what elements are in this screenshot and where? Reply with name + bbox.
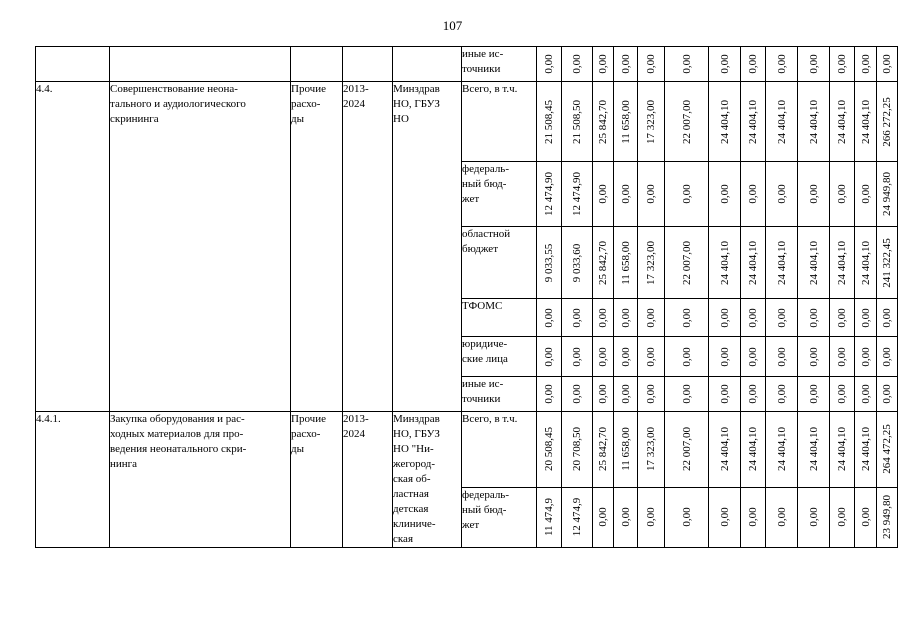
- value-cell: [830, 337, 855, 377]
- value-cell: [709, 412, 741, 488]
- amount-value: 0,00: [680, 307, 693, 328]
- amount-value: 0,00: [859, 307, 872, 328]
- value-cell: [665, 162, 709, 227]
- value-cell: [593, 412, 614, 488]
- amount-value: 22 007,00: [680, 99, 693, 144]
- table-row: [36, 412, 898, 488]
- amount-value: 0,00: [619, 384, 632, 404]
- amount-value: 0,00: [597, 184, 609, 204]
- amount-value: 0,00: [619, 54, 632, 74]
- amount-value: 0,00: [747, 346, 759, 367]
- value-cell: [709, 377, 741, 412]
- amount-value: 24 404,10: [775, 427, 788, 472]
- amount-value: 12 474,90: [571, 172, 583, 216]
- amount-value: 24 404,10: [859, 240, 872, 285]
- amount-value: 0,00: [775, 346, 788, 367]
- value-cell: [593, 299, 614, 337]
- value-cell: [877, 82, 898, 162]
- value-cell: [709, 162, 741, 227]
- value-cell: [766, 162, 798, 227]
- value-cell: [766, 337, 798, 377]
- amount-value: 0,00: [747, 507, 759, 527]
- amount-value: 0,00: [718, 507, 731, 527]
- amount-value: 24 404,10: [807, 99, 820, 144]
- value-cell: [855, 337, 877, 377]
- amount-value: 20 708,50: [571, 427, 583, 472]
- amount-value: 11 658,00: [619, 427, 632, 472]
- amount-value: 0,00: [645, 346, 657, 367]
- value-cell: [593, 227, 614, 299]
- value-cell: [855, 82, 877, 162]
- value-cell: [709, 487, 741, 547]
- funding-source-cell: Всего, в т.ч.: [462, 82, 537, 162]
- funding-source-cell: иные ис- точники: [462, 47, 537, 82]
- amount-value: 0,00: [859, 384, 872, 404]
- value-cell: [638, 227, 665, 299]
- value-cell: [709, 82, 741, 162]
- amount-value: 0,00: [645, 384, 657, 404]
- value-cell: [709, 227, 741, 299]
- period-cell: 2013- 2024: [343, 82, 393, 412]
- value-cell: [741, 47, 766, 82]
- amount-value: 264 472,25: [881, 424, 893, 475]
- funding-source-cell: Всего, в т.ч.: [462, 412, 537, 488]
- item-name-cell: [110, 47, 291, 82]
- amount-value: 0,00: [543, 384, 555, 404]
- amount-value: 24 404,10: [718, 240, 731, 285]
- amount-value: 0,00: [775, 507, 788, 527]
- value-cell: [741, 299, 766, 337]
- value-cell: [562, 299, 593, 337]
- value-cell: [593, 377, 614, 412]
- amount-value: 0,00: [645, 54, 657, 74]
- value-cell: [593, 487, 614, 547]
- value-cell: [614, 487, 638, 547]
- amount-value: 0,00: [571, 384, 583, 404]
- amount-value: 0,00: [859, 54, 872, 74]
- amount-value: 0,00: [775, 184, 788, 204]
- amount-value: 0,00: [859, 346, 872, 367]
- amount-value: 24 404,10: [859, 99, 872, 144]
- value-cell: [877, 299, 898, 337]
- amount-value: 0,00: [718, 346, 731, 367]
- value-cell: [537, 47, 562, 82]
- value-cell: [665, 337, 709, 377]
- amount-value: 0,00: [619, 307, 632, 328]
- value-cell: [830, 299, 855, 337]
- amount-value: 17 323,00: [645, 427, 657, 472]
- amount-value: 0,00: [836, 54, 848, 74]
- amount-value: 12 474,9: [571, 498, 583, 537]
- amount-value: 0,00: [881, 307, 893, 328]
- value-cell: [562, 487, 593, 547]
- item-id-cell: [36, 47, 110, 82]
- value-cell: [798, 162, 830, 227]
- amount-value: 24 404,10: [859, 427, 872, 472]
- value-cell: [665, 377, 709, 412]
- amount-value: 0,00: [836, 307, 848, 328]
- value-cell: [665, 47, 709, 82]
- amount-value: 0,00: [680, 384, 693, 404]
- table-body: [36, 47, 898, 548]
- value-cell: [855, 227, 877, 299]
- amount-value: 0,00: [836, 346, 848, 367]
- amount-value: 0,00: [718, 54, 731, 74]
- amount-value: 24 404,10: [718, 99, 731, 144]
- value-cell: [741, 487, 766, 547]
- amount-value: 0,00: [775, 307, 788, 328]
- amount-value: 24 949,80: [881, 172, 893, 216]
- amount-value: 0,00: [645, 507, 657, 527]
- value-cell: [709, 337, 741, 377]
- value-cell: [709, 299, 741, 337]
- amount-value: 17 323,00: [645, 99, 657, 144]
- value-cell: [638, 82, 665, 162]
- amount-value: 0,00: [747, 307, 759, 328]
- value-cell: [877, 412, 898, 488]
- table-row: [36, 47, 898, 82]
- amount-value: 0,00: [859, 507, 872, 527]
- amount-value: 0,00: [807, 307, 820, 328]
- amount-value: 9 033,60: [571, 243, 583, 282]
- value-cell: [638, 377, 665, 412]
- value-cell: [537, 412, 562, 488]
- amount-value: 24 404,10: [775, 99, 788, 144]
- item-name-cell: Закупка оборудования и рас- ходных материалов для про- ведения неонатального скри- нинга: [110, 412, 291, 548]
- value-cell: [830, 47, 855, 82]
- value-cell: [798, 47, 830, 82]
- amount-value: 0,00: [571, 346, 583, 367]
- amount-value: 0,00: [571, 54, 583, 74]
- amount-value: 0,00: [619, 184, 632, 204]
- amount-value: 0,00: [543, 346, 555, 367]
- value-cell: [798, 227, 830, 299]
- value-cell: [741, 82, 766, 162]
- value-cell: [614, 299, 638, 337]
- amount-value: 0,00: [881, 346, 893, 367]
- amount-value: 0,00: [597, 54, 609, 74]
- amount-value: 0,00: [543, 54, 555, 74]
- value-cell: [562, 162, 593, 227]
- value-cell: [877, 337, 898, 377]
- expense-category-cell: [291, 47, 343, 82]
- value-cell: [614, 162, 638, 227]
- value-cell: [877, 377, 898, 412]
- value-cell: [537, 162, 562, 227]
- funding-source-cell: ТФОМС: [462, 299, 537, 337]
- value-cell: [593, 82, 614, 162]
- value-cell: [638, 47, 665, 82]
- amount-value: 0,00: [571, 307, 583, 328]
- value-cell: [798, 487, 830, 547]
- value-cell: [593, 47, 614, 82]
- value-cell: [562, 412, 593, 488]
- value-cell: [665, 82, 709, 162]
- amount-value: 22 007,00: [680, 427, 693, 472]
- budget-table: [35, 46, 898, 548]
- value-cell: [537, 82, 562, 162]
- amount-value: 0,00: [619, 507, 632, 527]
- amount-value: 11 658,00: [619, 99, 632, 144]
- amount-value: 0,00: [807, 384, 820, 404]
- executor-cell: Минздрав НО, ГБУЗ НО: [393, 82, 462, 412]
- amount-value: 0,00: [680, 54, 693, 74]
- amount-value: 25 842,70: [597, 240, 609, 285]
- amount-value: 11 474,9: [543, 498, 555, 537]
- amount-value: 0,00: [718, 384, 731, 404]
- value-cell: [855, 162, 877, 227]
- amount-value: 0,00: [747, 54, 759, 74]
- amount-value: 21 508,50: [571, 99, 583, 144]
- value-cell: [638, 412, 665, 488]
- value-cell: [798, 377, 830, 412]
- value-cell: [855, 47, 877, 82]
- amount-value: 12 474,90: [543, 172, 555, 216]
- amount-value: 0,00: [645, 307, 657, 328]
- value-cell: [665, 227, 709, 299]
- amount-value: 0,00: [836, 184, 848, 204]
- value-cell: [741, 377, 766, 412]
- amount-value: 0,00: [747, 184, 759, 204]
- amount-value: 0,00: [597, 507, 609, 527]
- value-cell: [877, 487, 898, 547]
- value-cell: [830, 377, 855, 412]
- period-cell: 2013- 2024: [343, 412, 393, 548]
- value-cell: [665, 299, 709, 337]
- value-cell: [665, 487, 709, 547]
- value-cell: [741, 227, 766, 299]
- amount-value: 0,00: [836, 384, 848, 404]
- amount-value: 24 404,10: [775, 240, 788, 285]
- value-cell: [537, 227, 562, 299]
- executor-cell: Минздрав НО, ГБУЗ НО "Ни- жегород- ская об- ластная детская клиниче- ская: [393, 412, 462, 548]
- amount-value: 24 404,10: [836, 427, 848, 472]
- value-cell: [537, 337, 562, 377]
- value-cell: [830, 227, 855, 299]
- value-cell: [562, 377, 593, 412]
- value-cell: [877, 47, 898, 82]
- funding-source-cell: федераль- ный бюд- жет: [462, 162, 537, 227]
- amount-value: 25 842,70: [597, 99, 609, 144]
- value-cell: [741, 337, 766, 377]
- amount-value: 0,00: [645, 184, 657, 204]
- value-cell: [593, 162, 614, 227]
- amount-value: 0,00: [775, 54, 788, 74]
- value-cell: [766, 487, 798, 547]
- value-cell: [766, 299, 798, 337]
- value-cell: [766, 227, 798, 299]
- expense-category-cell: Прочие расхо- ды: [291, 412, 343, 548]
- value-cell: [665, 412, 709, 488]
- value-cell: [537, 299, 562, 337]
- amount-value: 0,00: [543, 307, 555, 328]
- amount-value: 0,00: [747, 384, 759, 404]
- amount-value: 0,00: [775, 384, 788, 404]
- value-cell: [614, 82, 638, 162]
- value-cell: [830, 412, 855, 488]
- item-name-cell: Совершенствование неона- тального и аудиологического скрининга: [110, 82, 291, 412]
- value-cell: [614, 227, 638, 299]
- amount-value: 25 842,70: [597, 427, 609, 472]
- value-cell: [855, 412, 877, 488]
- table-row: [36, 82, 898, 162]
- amount-value: 24 404,10: [747, 99, 759, 144]
- value-cell: [830, 487, 855, 547]
- funding-source-cell: юридиче- ские лица: [462, 337, 537, 377]
- item-id-cell: 4.4.: [36, 82, 110, 412]
- amount-value: 0,00: [680, 184, 693, 204]
- value-cell: [562, 82, 593, 162]
- amount-value: 24 404,10: [807, 240, 820, 285]
- value-cell: [798, 82, 830, 162]
- value-cell: [798, 337, 830, 377]
- amount-value: 24 404,10: [747, 427, 759, 472]
- amount-value: 0,00: [619, 346, 632, 367]
- value-cell: [614, 377, 638, 412]
- amount-value: 0,00: [836, 507, 848, 527]
- value-cell: [830, 162, 855, 227]
- amount-value: 0,00: [597, 384, 609, 404]
- value-cell: [741, 162, 766, 227]
- amount-value: 0,00: [807, 184, 820, 204]
- amount-value: 0,00: [807, 54, 820, 74]
- funding-source-cell: областной бюджет: [462, 227, 537, 299]
- value-cell: [798, 412, 830, 488]
- amount-value: 24 404,10: [836, 99, 848, 144]
- value-cell: [593, 337, 614, 377]
- amount-value: 266 272,25: [881, 96, 893, 147]
- amount-value: 17 323,00: [645, 240, 657, 285]
- amount-value: 0,00: [718, 307, 731, 328]
- amount-value: 9 033,55: [543, 243, 555, 282]
- funding-source-cell: федераль- ный бюд- жет: [462, 487, 537, 547]
- amount-value: 22 007,00: [680, 240, 693, 285]
- value-cell: [830, 82, 855, 162]
- value-cell: [562, 47, 593, 82]
- amount-value: 0,00: [718, 184, 731, 204]
- amount-value: 0,00: [680, 507, 693, 527]
- amount-value: 0,00: [807, 507, 820, 527]
- value-cell: [766, 82, 798, 162]
- funding-source-cell: иные ис- точники: [462, 377, 537, 412]
- amount-value: 21 508,45: [543, 99, 555, 144]
- amount-value: 24 404,10: [836, 240, 848, 285]
- period-cell: [343, 47, 393, 82]
- amount-value: 20 508,45: [543, 427, 555, 472]
- amount-value: 24 404,10: [718, 427, 731, 472]
- amount-value: 0,00: [881, 54, 893, 74]
- page-number: 107: [442, 18, 463, 33]
- value-cell: [709, 47, 741, 82]
- value-cell: [537, 377, 562, 412]
- value-cell: [877, 227, 898, 299]
- value-cell: [855, 299, 877, 337]
- value-cell: [614, 337, 638, 377]
- value-cell: [766, 47, 798, 82]
- executor-cell: [393, 47, 462, 82]
- amount-value: 241 322,45: [881, 237, 893, 288]
- value-cell: [766, 412, 798, 488]
- amount-value: 0,00: [807, 346, 820, 367]
- amount-value: 0,00: [881, 384, 893, 404]
- amount-value: 0,00: [597, 307, 609, 328]
- amount-value: 11 658,00: [619, 240, 632, 285]
- value-cell: [638, 337, 665, 377]
- amount-value: 0,00: [680, 346, 693, 367]
- value-cell: [798, 299, 830, 337]
- value-cell: [741, 412, 766, 488]
- value-cell: [766, 377, 798, 412]
- value-cell: [614, 412, 638, 488]
- value-cell: [638, 162, 665, 227]
- amount-value: 0,00: [597, 346, 609, 367]
- value-cell: [562, 337, 593, 377]
- value-cell: [855, 377, 877, 412]
- item-id-cell: 4.4.1.: [36, 412, 110, 548]
- value-cell: [855, 487, 877, 547]
- amount-value: 24 404,10: [807, 427, 820, 472]
- value-cell: [614, 47, 638, 82]
- value-cell: [877, 162, 898, 227]
- value-cell: [638, 487, 665, 547]
- amount-value: 0,00: [859, 184, 872, 204]
- value-cell: [562, 227, 593, 299]
- value-cell: [537, 487, 562, 547]
- amount-value: 24 404,10: [747, 240, 759, 285]
- amount-value: 23 949,80: [881, 495, 893, 540]
- expense-category-cell: Прочие расхо- ды: [291, 82, 343, 412]
- value-cell: [638, 299, 665, 337]
